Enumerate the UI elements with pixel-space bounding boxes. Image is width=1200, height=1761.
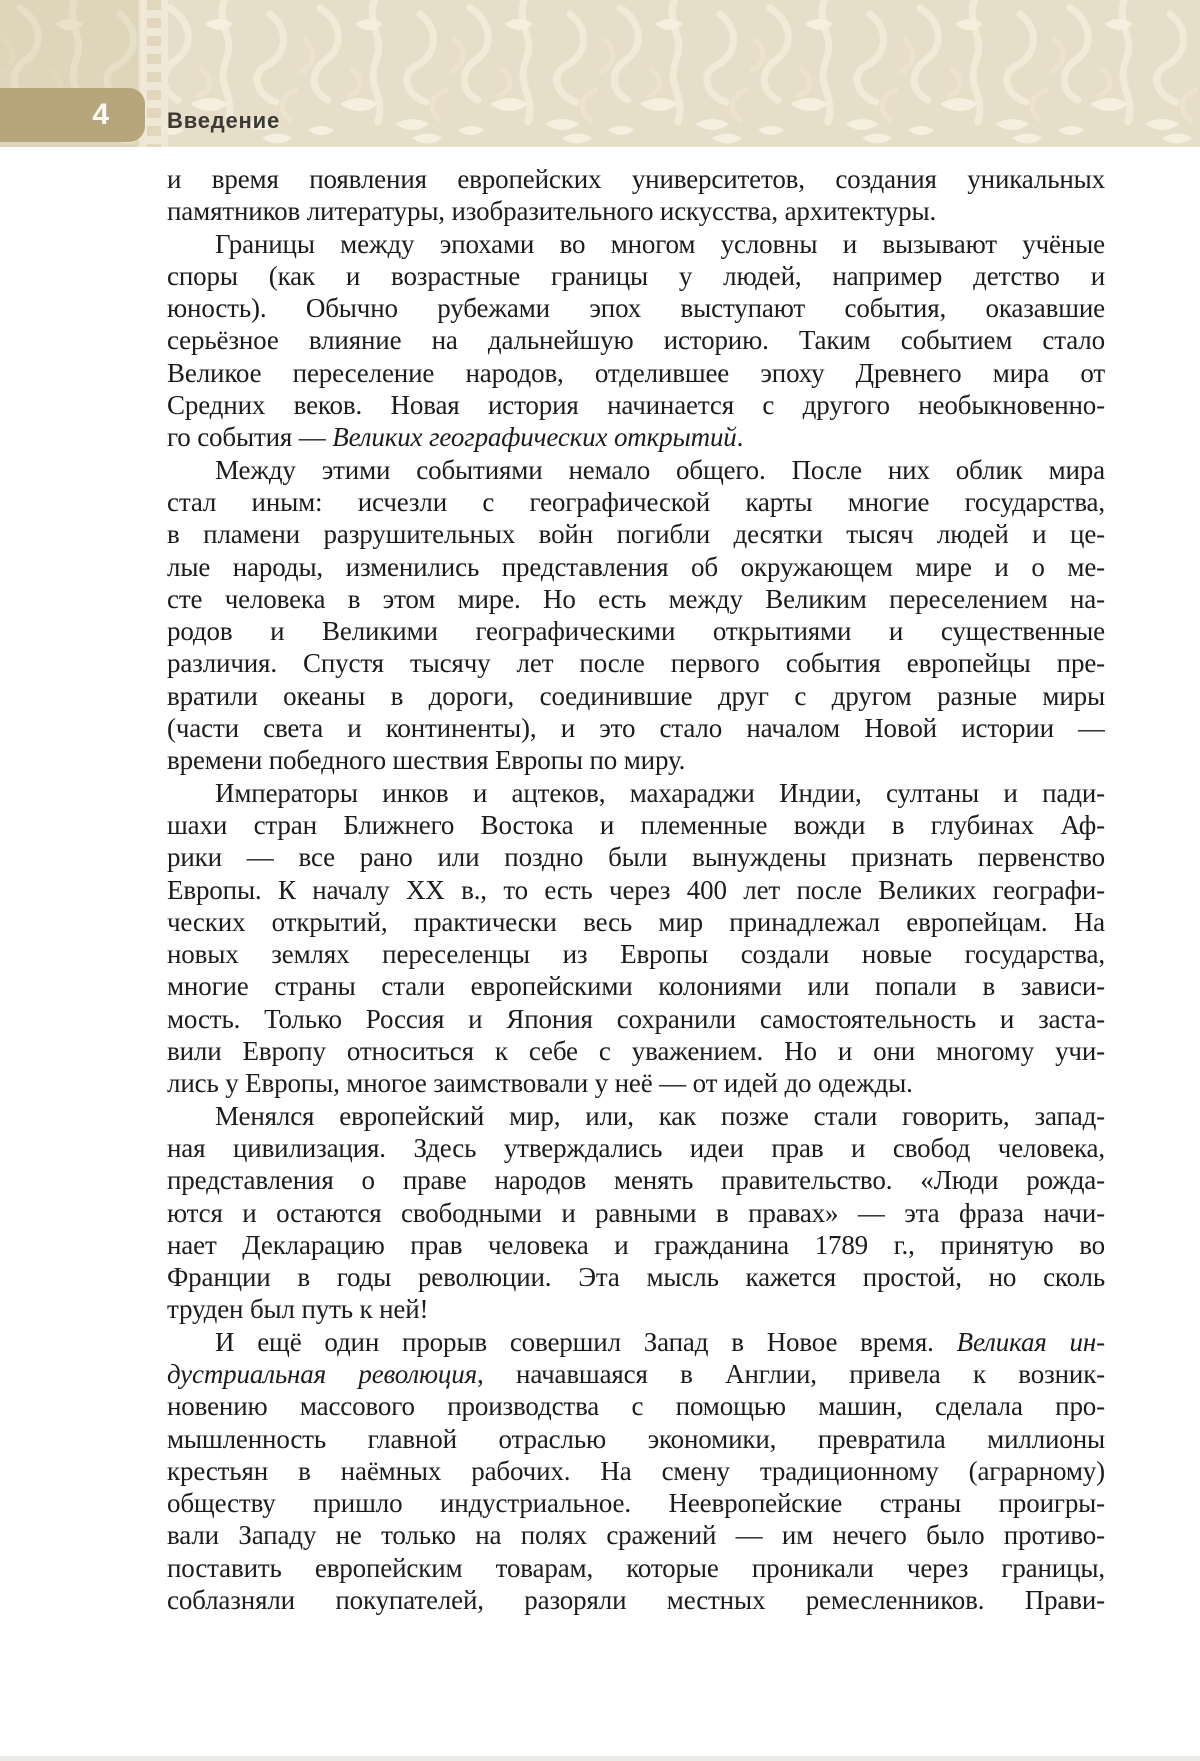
text-line: мость. Только Россия и Япония сохранили самостоятельность и заста-: [167, 1003, 1105, 1034]
text-line: юность). Обычно рубежами эпох выступают события, оказавшие: [167, 293, 1105, 324]
text-line: вратили океаны в дороги, соединившие друг с другом разные миры: [167, 680, 1105, 711]
text-line: соблазняли покупателей, разоряли местных ремесленников. Прави-: [167, 1585, 1105, 1616]
text-line: и время появления европейских университетов, создания уникальных: [167, 164, 1105, 194]
text-line: ческих открытий, практически весь мир принадлежал европейцам. На: [167, 906, 1105, 937]
page-number-tab: [0, 88, 145, 142]
text-line: лые народы, изменились представления об окружающем мире и о ме-: [167, 551, 1105, 582]
text-line: представления о праве народов менять правительство. «Люди рожда-: [167, 1165, 1105, 1196]
text-line: труден был путь к ней!: [167, 1294, 429, 1325]
text-line: шахи стран Ближнего Востока и племенные вожди в глубинах Аф-: [167, 809, 1105, 840]
text-line: нает Декларацию прав человека и гражданина 1789 г., принятую во: [167, 1229, 1105, 1260]
text-line: рики — все рано или поздно были вынуждены признать первенство: [167, 842, 1105, 873]
text-line: Средних веков. Новая история начинается с другого необыкновенно-: [167, 390, 1105, 421]
text-line: Императоры инков и ацтеков, махараджи Индии, султаны и пади-: [215, 777, 1105, 808]
text-line: Менялся европейский мир, или, как позже стали говорить, запад-: [215, 1100, 1105, 1131]
text-line: стал иным: исчезли с географической карты многие государства,: [167, 486, 1105, 517]
text-line: лись у Европы, многое заимствовали у неё — от идей до одежды.: [167, 1068, 913, 1099]
text-line: вили Европу относиться к себе с уважением. Но и они многому учи-: [167, 1036, 1105, 1067]
text-line: ная цивилизация. Здесь утверждались идеи прав и свобод человека,: [167, 1132, 1105, 1163]
text-line: дустриальная революция, начавшаяся в Англии, привела к возник-: [167, 1358, 1105, 1389]
text-line: споры (как и возрастные границы у людей, например детство и: [167, 260, 1105, 291]
text-line: го события — Великих географических открытий.: [167, 422, 744, 453]
text-line: Великое переселение народов, отделившее эпоху Древнего мира от: [167, 357, 1105, 388]
text-line: И ещё один прорыв совершил Запад в Новое время. Великая ин-: [215, 1326, 1105, 1357]
text-line: Европы. К началу XX в., то есть через 400 лет после Великих географи-: [167, 874, 1105, 905]
text-line: серьёзное влияние на дальнейшую историю. Таким событием стало: [167, 325, 1105, 356]
text-line: многие страны стали европейскими колониями или попали в зависи-: [167, 971, 1105, 1002]
text-line: новых землях переселенцы из Европы создали новые государства,: [167, 939, 1105, 970]
text-line: памятников литературы, изобразительного искусства, архитектуры.: [167, 196, 937, 227]
header-band: [0, 0, 1200, 147]
body-text: [167, 163, 1105, 1616]
text-line: родов и Великими географическими открытиями и существенные: [167, 616, 1105, 647]
text-line: Франции в годы революции. Эта мысль кажется простой, но сколь: [167, 1262, 1105, 1293]
text-line: новению массового производства с помощью машин, сделала про-: [167, 1391, 1105, 1422]
page-number: 4: [92, 98, 109, 131]
text-line: времени победного шествия Европы по миру.: [167, 745, 686, 776]
section-title: Введение: [167, 108, 281, 133]
text-line: (части света и континенты), и это стало началом Новой истории —: [167, 713, 1105, 744]
text-line: крестьян в наёмных рабочих. На смену традиционному (аграрному): [167, 1455, 1105, 1486]
text-line: вали Западу не только на полях сражений — им нечего было противо-: [167, 1520, 1105, 1551]
page-bottom-edge: [0, 1756, 1200, 1761]
text-line: сте человека в этом мире. Но есть между Великим переселением на-: [167, 583, 1105, 614]
text-line: различия. Спустя тысячу лет после первого события европейцы пре-: [167, 648, 1105, 679]
text-line: Между этими событиями немало общего. После них облик мира: [215, 454, 1105, 485]
text-line: поставить европейским товарам, которые проникали через границы,: [167, 1552, 1105, 1583]
text-line: обществу пришло индустриальное. Неевропейские страны проигры-: [167, 1488, 1105, 1519]
text-line: в пламени разрушительных войн погибли десятки тысяч людей и це-: [167, 519, 1105, 550]
text-line: ются и остаются свободными и равными в правах» — эта фраза начи-: [167, 1197, 1105, 1228]
text-line: Границы между эпохами во многом условны и вызывают учёные: [215, 228, 1105, 259]
text-line: мышленность главной отраслью экономики, превратила миллионы: [167, 1423, 1105, 1454]
